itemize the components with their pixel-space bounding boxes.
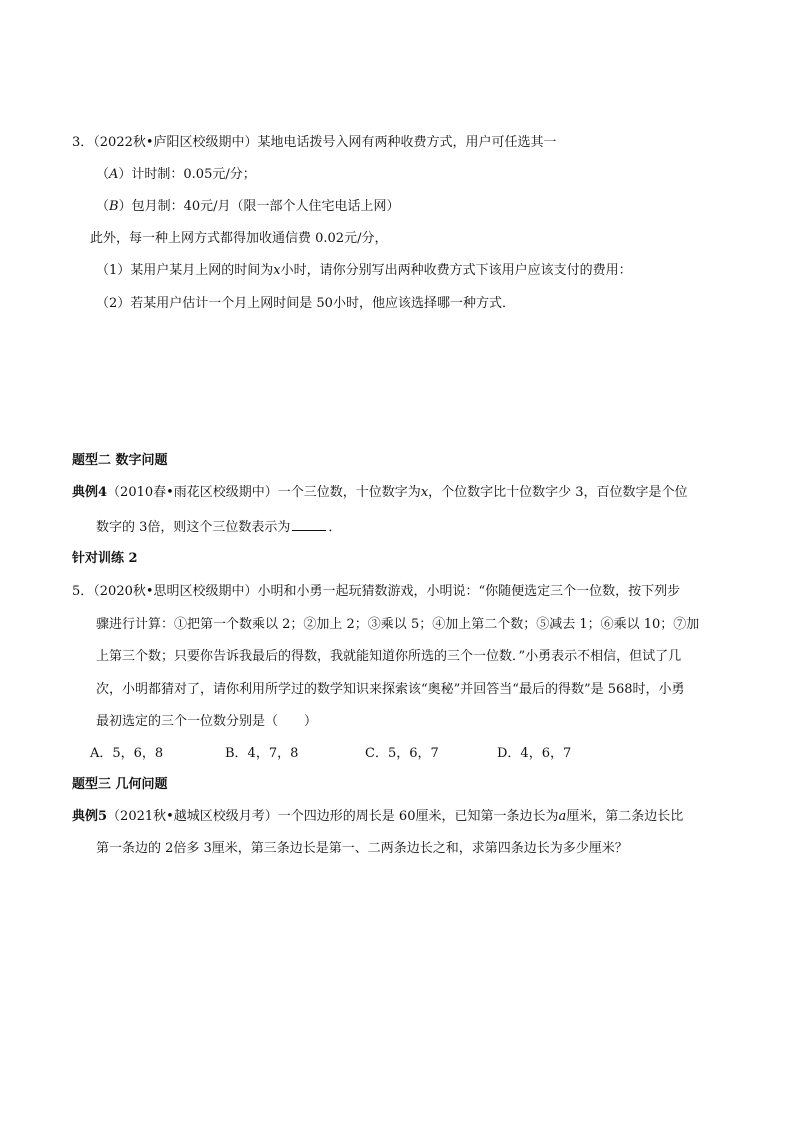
- question-5-line4: 次，小明都猜对了，请你利用所学过的数学知识来探索该“奥秘”并回答当“最后的得数”是 568时，小勇: [96, 682, 685, 697]
- choice-c[interactable]: C．5，6，7: [365, 746, 439, 761]
- option-b-label: B: [109, 199, 119, 214]
- paren-open: （: [96, 167, 110, 182]
- example-5-text-b: 厘米，第二条边长比: [566, 809, 684, 824]
- choice-a[interactable]: A．5，6，8: [90, 746, 164, 761]
- section-title-geometry-problems: 题型三 几何问题: [72, 777, 168, 792]
- sub-question-1: [96, 262, 632, 280]
- answer-blank[interactable]: [292, 518, 326, 531]
- example-5-line2: 第一条边的 2倍多 3厘米，第三条边长是第一、二两条边长之和，求第四条边长为多少厘米？: [96, 841, 628, 856]
- sub1-pre: （1）某用户某月上网的时间为: [96, 263, 274, 278]
- paren-open: （: [96, 199, 110, 214]
- example-4-text-c: 数字的 3倍，则这个三位数表示为: [96, 520, 291, 535]
- variable-x: x: [420, 485, 429, 500]
- question-5-line2: 骤进行计算：①把第一个数乘以 2；②加上 2；③乘以 5；④加上第二个数；⑤减去 1；⑥乘以 10；⑦加: [96, 617, 700, 632]
- sub-question-2: （2）若某用户估计一个月上网时间是 50小时，他应该选择哪一种方式．: [96, 296, 515, 311]
- example-5-label: 典例5: [72, 809, 108, 824]
- example-5-text-a: （2021秋•越城区校级月考）一个四边形的周长是 60厘米，已知第一条边长为: [107, 809, 559, 824]
- option-b-text: ）包月制：40元/月（限一部个人住宅电话上网）: [118, 199, 400, 214]
- option-a-text: ）计时制：0.05元/分；: [118, 167, 256, 182]
- question-5-line3: 上第三个数；只要你告诉我最后的得数，我就能知道你所选的三个一位数．”小勇表示不相信，但试了几: [96, 649, 682, 664]
- section-title-number-problems: 题型二 数字问题: [72, 453, 168, 468]
- sub1-post: 小时，请你分别写出两种收费方式下该用户应该支付的费用：: [280, 263, 632, 278]
- practice-label-2: 针对训练 2: [72, 551, 138, 566]
- example-4-text-a: （2010春•雨花区校级期中）一个三位数，十位数字为: [107, 485, 421, 500]
- option-a-label: A: [109, 167, 119, 182]
- example-4-label: 典例4: [72, 485, 108, 500]
- extra-fee-note: 此外，每一种上网方式都得加收通信费 0.02元/分，: [90, 231, 388, 246]
- variable-a: a: [558, 809, 567, 824]
- example-5-line1: [72, 808, 683, 826]
- choice-d[interactable]: D．4，6，7: [497, 746, 572, 761]
- variable-x: x: [273, 263, 281, 278]
- example-4-line1: [72, 484, 688, 502]
- example-4-line2: [96, 518, 341, 537]
- option-a-timed: [96, 166, 256, 184]
- example-4-text-b: ，个位数字比十位数字少 3，百位数字是个位: [428, 485, 688, 500]
- question-5-line5: 最初选定的三个一位数分别是（ ）: [96, 714, 318, 729]
- question-5-line1: 5．（2020秋•思明区校级期中）小明和小勇一起玩猜数游戏，小明说：“你随便选定三个一位数，按下列步: [72, 584, 681, 599]
- question-3-stem: 3．（2022秋•庐阳区校级期中）某地电话拨号入网有两种收费方式，用户可任选其一: [72, 135, 557, 150]
- choice-b[interactable]: B．4，7，8: [225, 746, 299, 761]
- example-4-text-d: ．: [328, 520, 342, 535]
- option-b-monthly: [96, 198, 400, 216]
